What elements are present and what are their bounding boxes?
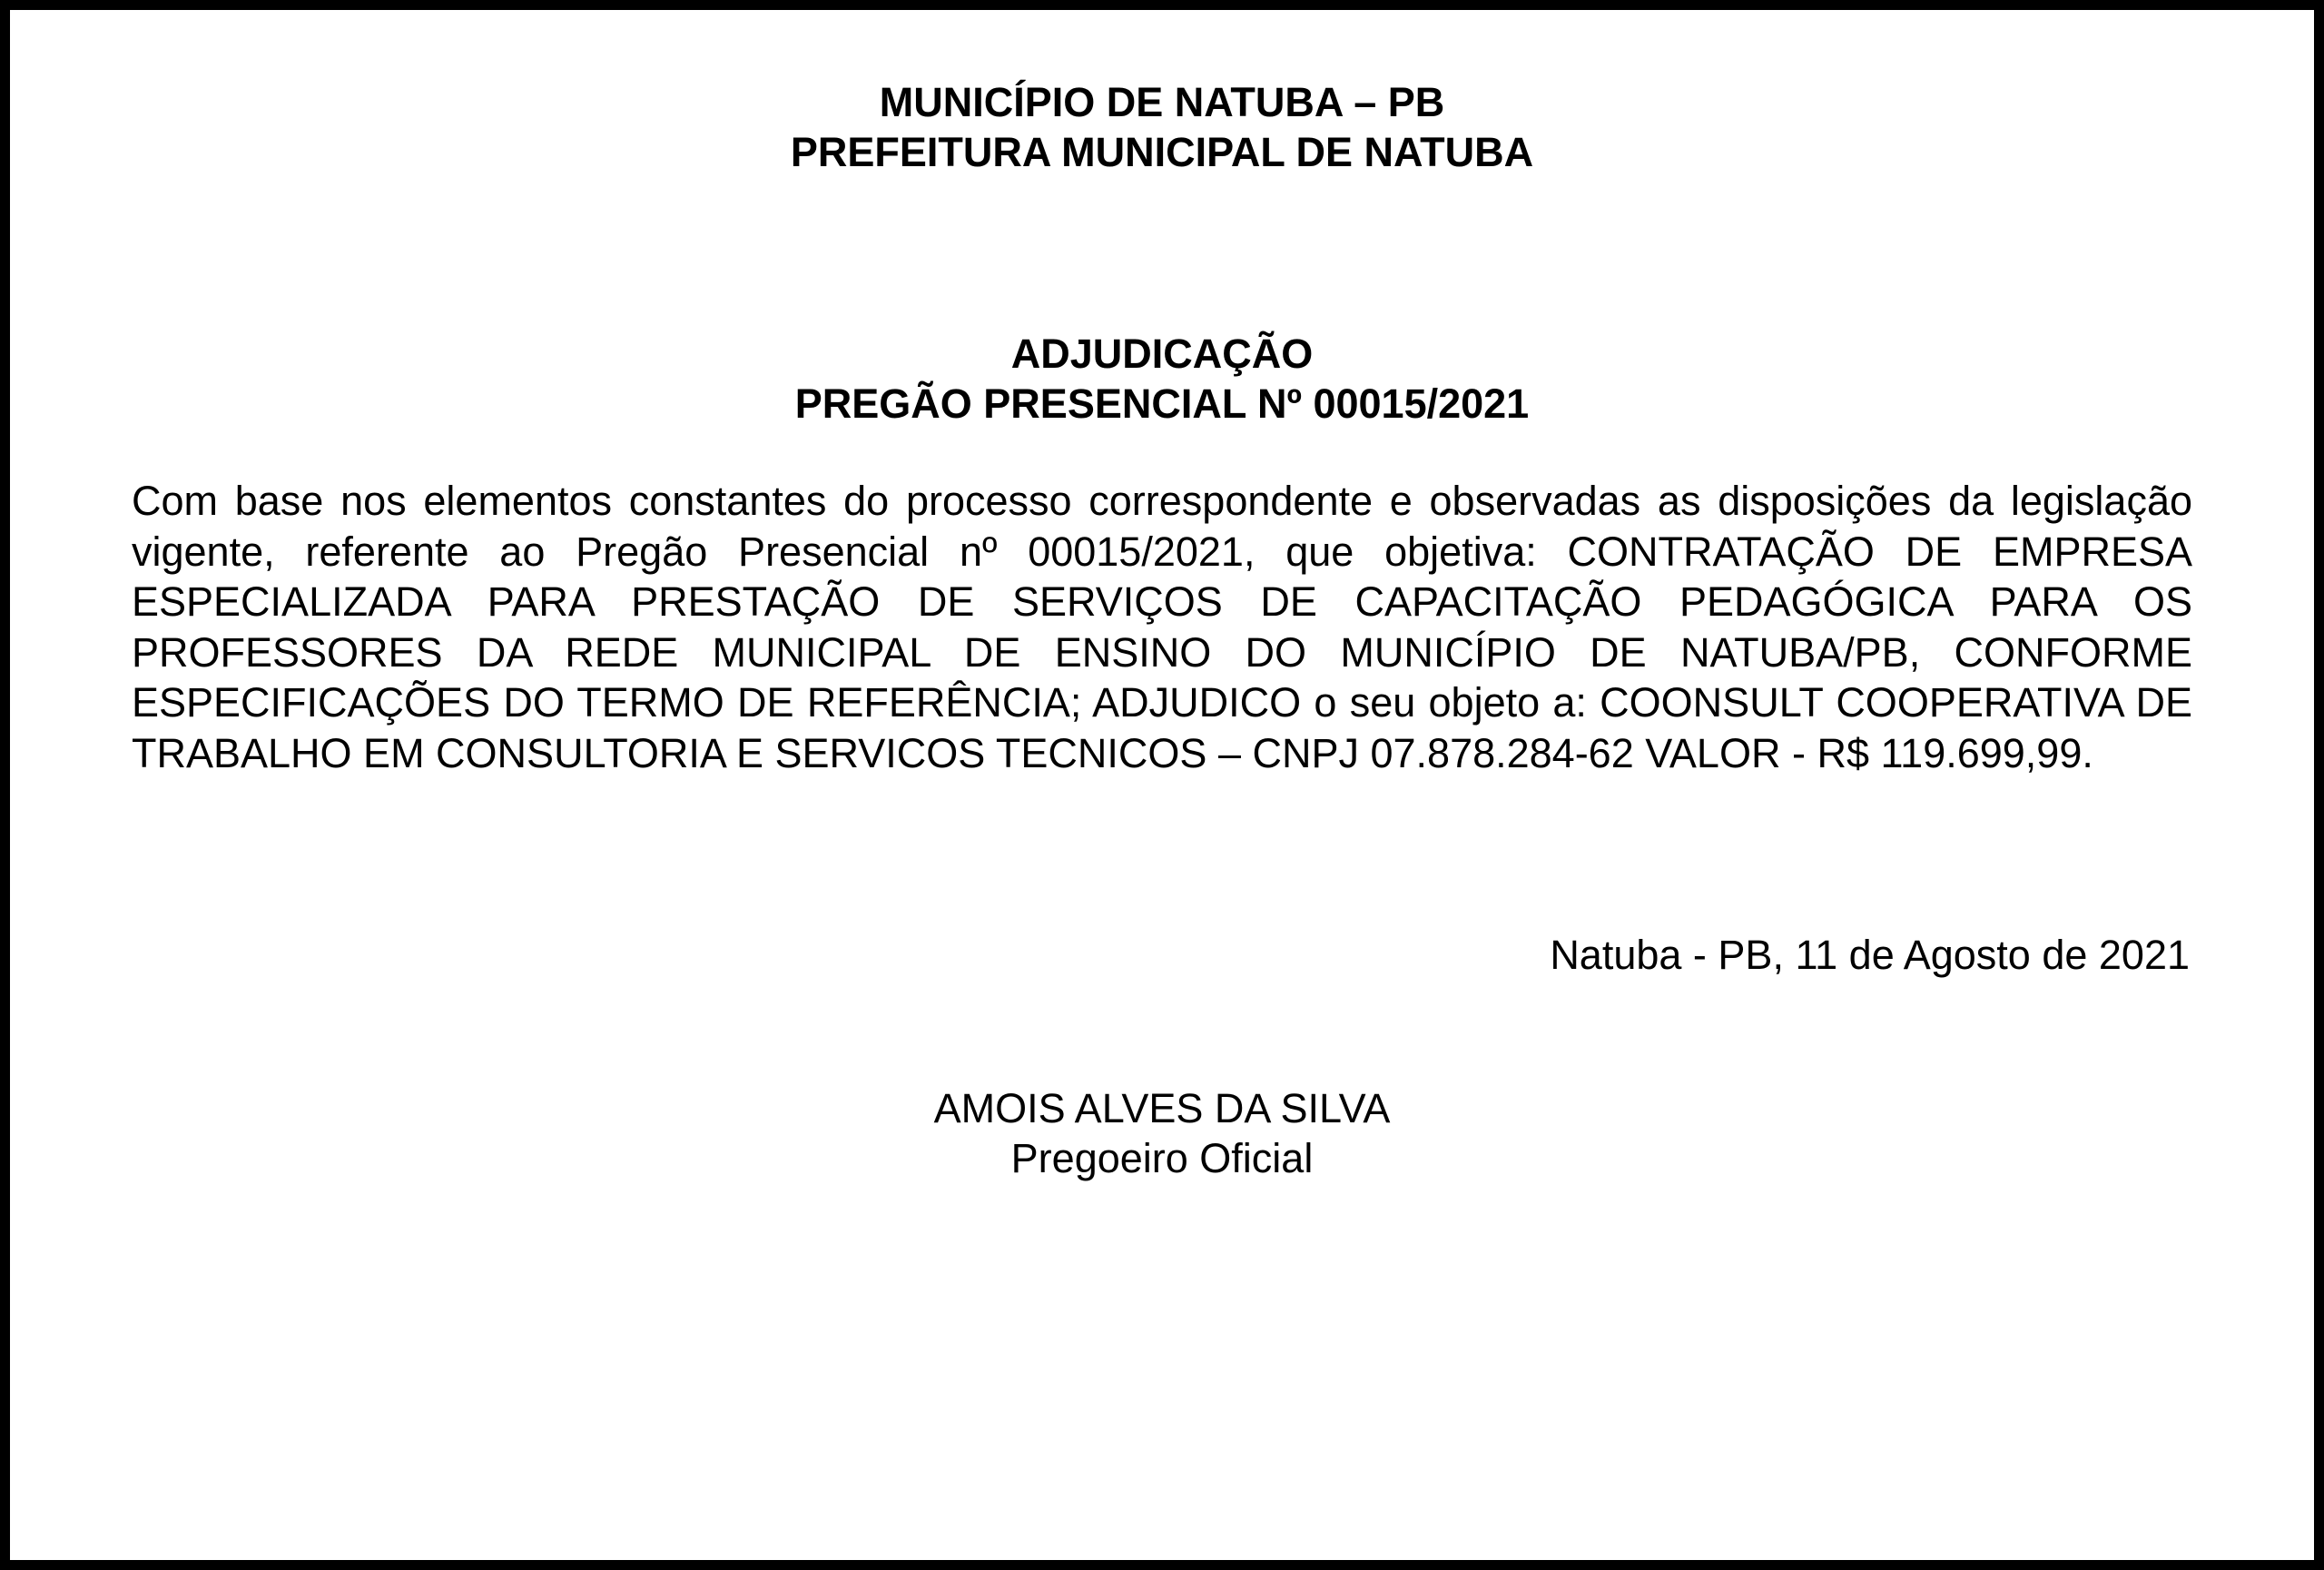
municipality-heading: MUNICÍPIO DE NATUBA – PB <box>879 79 1445 125</box>
signatory-role: Pregoeiro Oficial <box>1010 1135 1314 1181</box>
signatory-name: AMOIS ALVES DA SILVA <box>933 1085 1391 1131</box>
place-and-date: Natuba - PB, 11 de Agosto de 2021 <box>1550 932 2190 978</box>
adjudication-paragraph: Com base nos elementos constantes do processo correspondente e observadas as disposições da legislação vigente, referente ao Pregão Presencial nº 00015/2021, que objetiva: CONTRATAÇÃO DE EMPRESA ESPECIALIZADA PARA PRESTAÇÃO DE SERVIÇOS DE CAPACITAÇÃO PEDAGÓGICA PARA OS PROFESSORES DA REDE MUNICIPAL DE ENSINO DO MUNICÍPIO DE NATUBA/PB, CONFORME ESPECIFICAÇÕES DO TERMO DE REFERÊNCIA; ADJUDICO o seu objeto a: COONSULT COOPERATIVA DE TRABALHO EM CONSULTORIA E SERVICOS TECNICOS – CNPJ 07.878.284-62 VALOR - R$ 119.699,99. <box>132 478 2192 776</box>
act-title: ADJUDICAÇÃO <box>1010 331 1314 377</box>
prefecture-heading: PREFEITURA MUNICIPAL DE NATUBA <box>790 129 1534 175</box>
procedure-title: PREGÃO PRESENCIAL Nº 00015/2021 <box>794 380 1530 427</box>
